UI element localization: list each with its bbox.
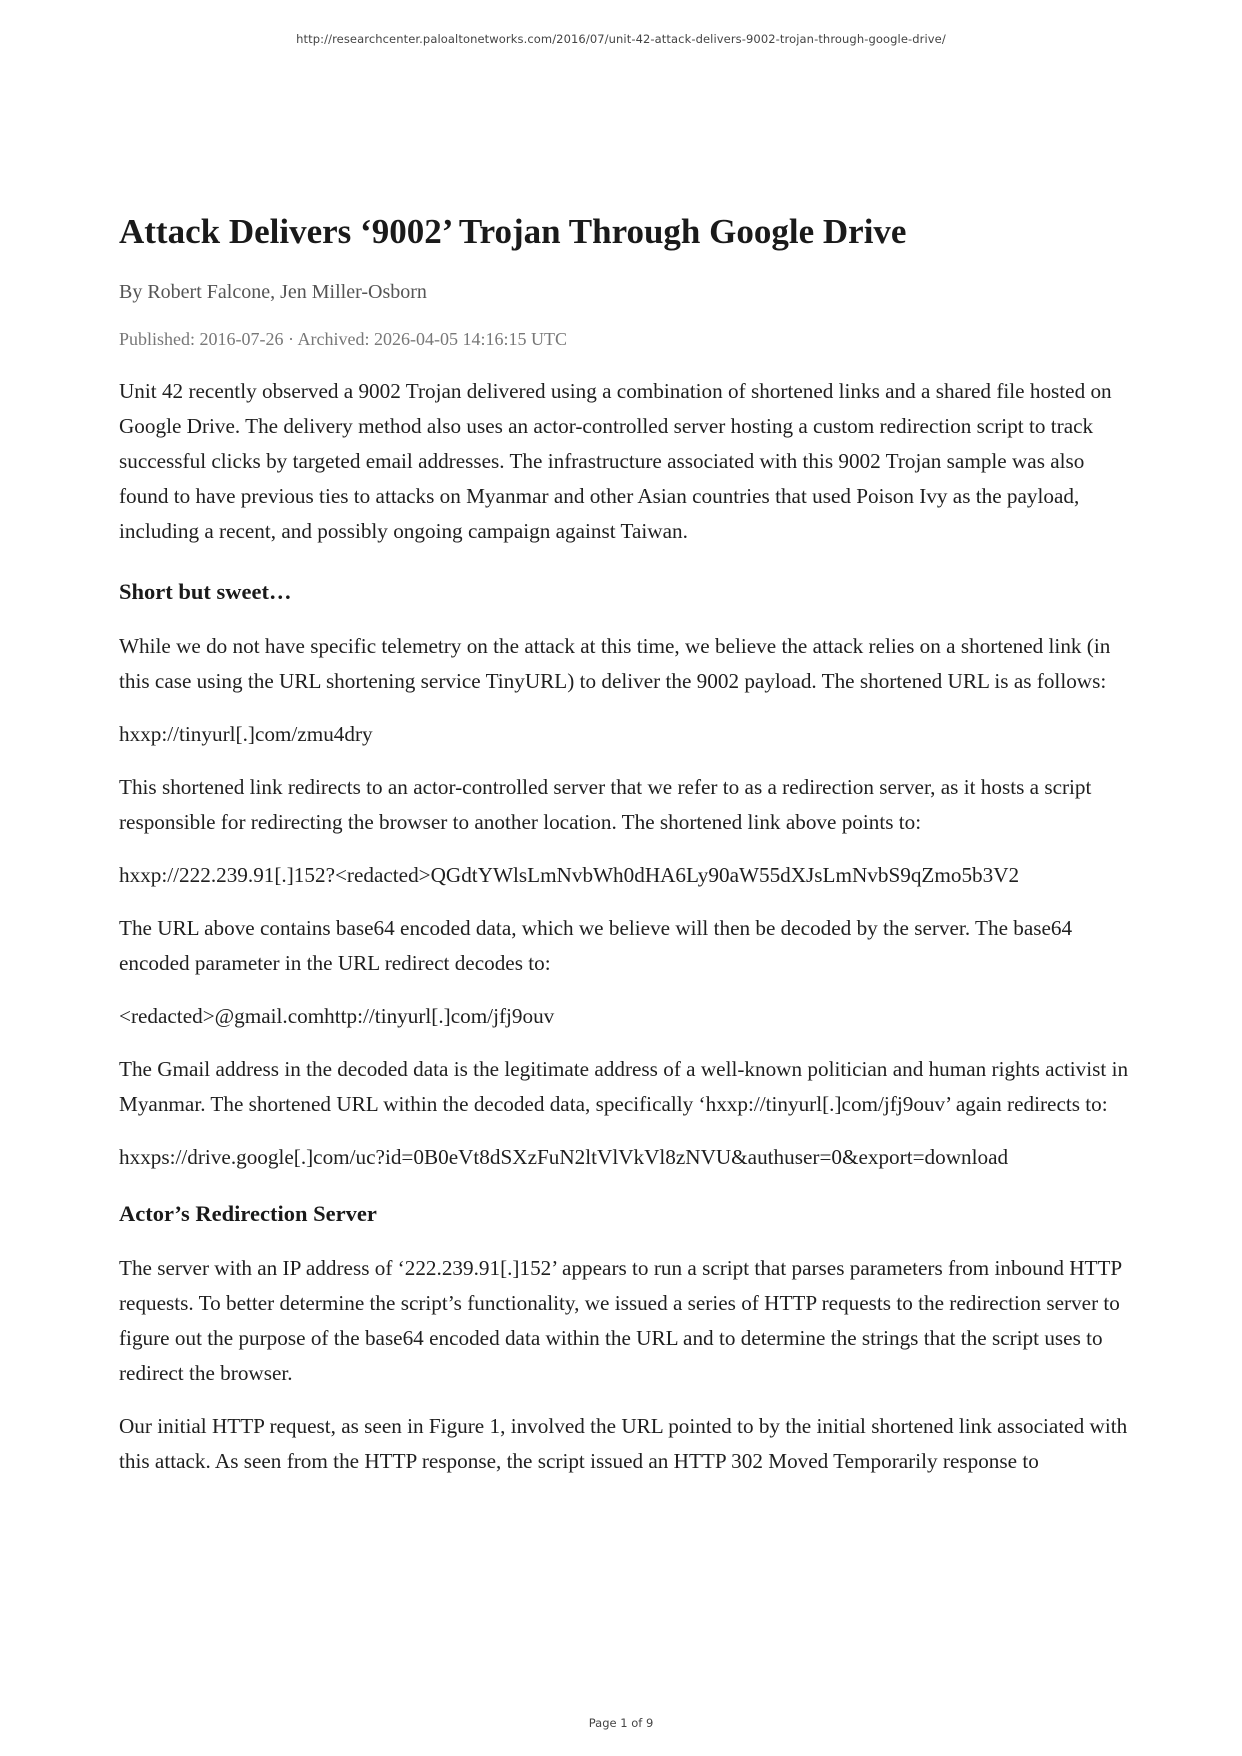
page-number: Page 1 of 9 — [588, 1716, 654, 1730]
paragraph: This shortened link redirects to an actor-controlled server that we refer to as a redirection server, as it hosts a script responsible for redirecting the browser to another location. The shortened link above points to: — [119, 775, 1092, 834]
section-short-but-sweet — [119, 577, 1129, 1175]
article-title: Attack Delivers ‘9002’ Trojan Through Google Drive — [119, 212, 907, 251]
intro-paragraph: Unit 42 recently observed a 9002 Trojan delivered using a combination of shortened links and a shared file hosted on Google Drive. The delivery method also uses an actor-controlled server hosting a custom redirection script to track successful clicks by targeted email addresses. The infrastructure associated with this 9002 Trojan sample was also found to have previous ties to attacks on Myanmar and other Asian countries that used Poison Ivy as the payload, including a recent, and possibly ongoing campaign against Taiwan. — [119, 379, 1112, 543]
publication-info: Published: 2016-07-26 · Archived: 2026-04-05 14:16:15 UTC — [119, 329, 567, 349]
paragraph: The URL above contains base64 encoded data, which we believe will then be decoded by the server. The base64 encoded parameter in the URL redirect decodes to: — [119, 916, 1073, 975]
page-header-url: http://researchcenter.paloaltonetworks.com/2016/07/unit-42-attack-delivers-9002-trojan-through-google-drive/ — [296, 32, 946, 46]
section-heading: Short but sweet… — [119, 579, 292, 604]
paragraph: While we do not have specific telemetry on the attack at this time, we believe the attack relies on a shortened link (in this case using the URL shortening service TinyURL) to deliver the 9002 payload. The shortened URL is as follows: — [119, 634, 1111, 693]
paragraph: The Gmail address in the decoded data is the legitimate address of a well-known politician and human rights activist in Myanmar. The shortened URL within the decoded data, specifically ‘hxxp://tinyurl[.]com/jfj9ouv’ again redirects to: — [119, 1057, 1129, 1116]
url-redirect-target: hxxp://222.239.91[.]152?<redacted>QGdtYWlsLmNvbWh0dHA6Ly90aW55dXJsLmNvbS9qZmo5b3V2 — [119, 863, 1020, 887]
section-actors-redirection-server — [119, 1199, 1129, 1479]
url-google-drive: hxxps://drive.google[.]com/uc?id=0B0eVt8dSXzFuN2ltVlVkVl8zNVU&authuser=0&export=download — [119, 1145, 1009, 1169]
paragraph: The server with an IP address of ‘222.239.91[.]152’ appears to run a script that parses parameters from inbound HTTP requests. To better determine the script’s functionality, we issued a series of HTTP requests to the redirection server to figure out the purpose of the base64 encoded data within the URL and to determine the strings that the script uses to redirect the browser. — [119, 1256, 1122, 1385]
decoded-data: <redacted>@gmail.comhttp://tinyurl[.]com/jfj9ouv — [119, 1004, 555, 1028]
byline: By Robert Falcone, Jen Miller-Osborn — [119, 281, 427, 303]
url-shortened-link: hxxp://tinyurl[.]com/zmu4dry — [119, 722, 373, 746]
paragraph: Our initial HTTP request, as seen in Figure 1, involved the URL pointed to by the initial shortened link associated with this attack. As seen from the HTTP response, the script issued an HTTP 302 Moved Temporarily response to — [119, 1414, 1128, 1473]
article — [119, 210, 1129, 1479]
section-heading: Actor’s Redirection Server — [119, 1201, 377, 1226]
